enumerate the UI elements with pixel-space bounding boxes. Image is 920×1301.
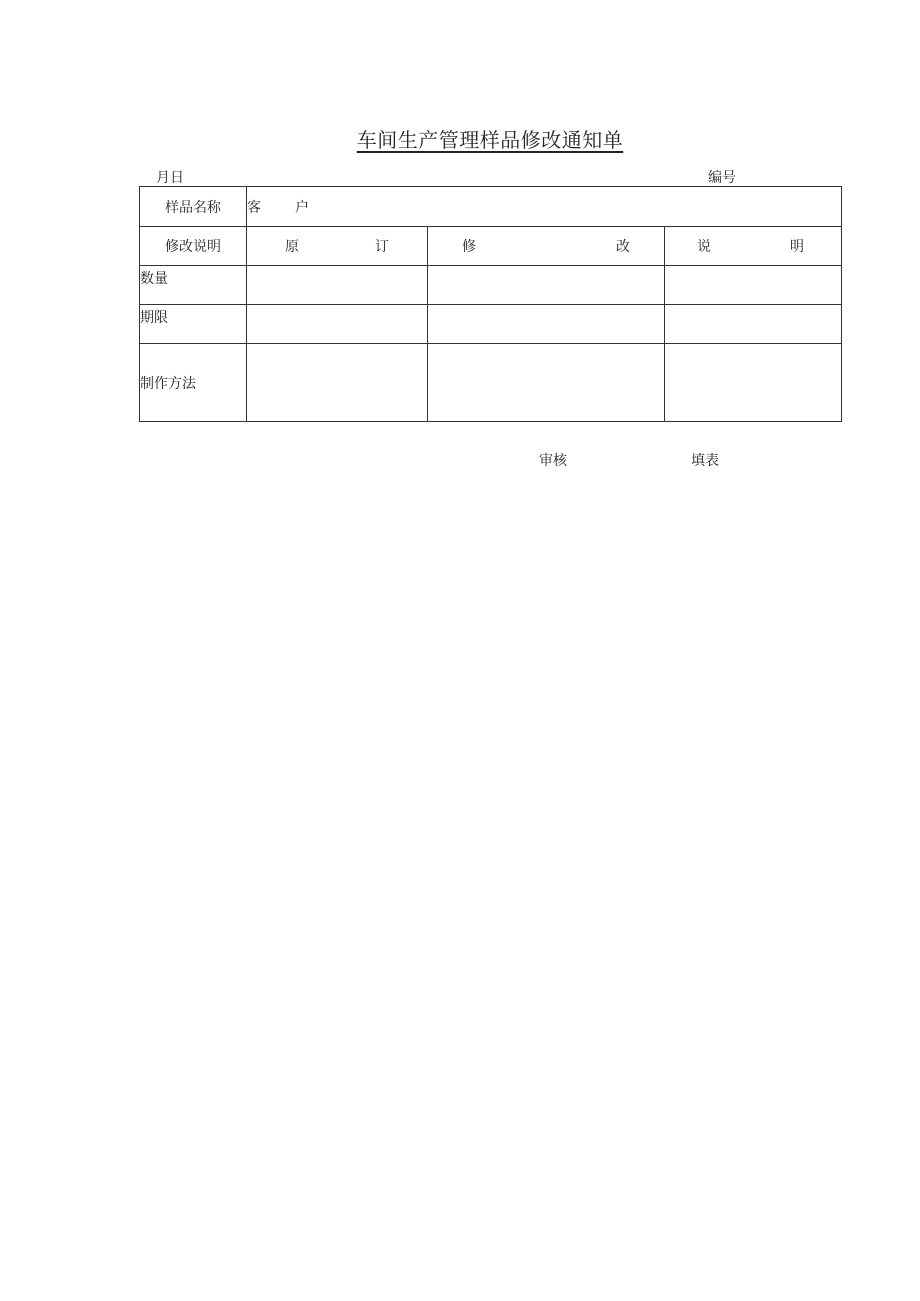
modify-char-2: 改 bbox=[616, 239, 630, 255]
quantity-label: 数量 bbox=[140, 266, 247, 305]
change-desc-label: 修改说明 bbox=[140, 227, 247, 266]
method-label: 制作方法 bbox=[140, 344, 247, 422]
deadline-note-cell[interactable] bbox=[665, 305, 842, 344]
original-header bbox=[247, 227, 428, 266]
table-row bbox=[140, 266, 842, 305]
deadline-original-cell[interactable] bbox=[247, 305, 428, 344]
number-label: 编号 bbox=[708, 170, 736, 186]
method-original-cell[interactable] bbox=[247, 344, 428, 422]
table-row-header bbox=[140, 227, 842, 266]
form-title: 车间生产管理样品修改通知单 bbox=[356, 128, 624, 152]
quantity-modify-cell[interactable] bbox=[428, 266, 665, 305]
customer-label-char-1: 客 bbox=[247, 199, 261, 216]
deadline-label: 期限 bbox=[140, 305, 247, 344]
note-header bbox=[665, 227, 842, 266]
date-label: 月日 bbox=[156, 170, 184, 186]
modify-header bbox=[428, 227, 665, 266]
table-row bbox=[140, 305, 842, 344]
quantity-original-cell[interactable] bbox=[247, 266, 428, 305]
sample-name-label: 样品名称 bbox=[140, 187, 247, 227]
original-char-1: 原 bbox=[285, 239, 299, 255]
customer-label-char-2: 户 bbox=[295, 199, 309, 216]
table-row-sample bbox=[140, 187, 842, 227]
review-label: 审核 bbox=[539, 453, 567, 469]
quantity-note-cell[interactable] bbox=[665, 266, 842, 305]
note-char-2: 明 bbox=[790, 239, 804, 255]
original-char-2: 订 bbox=[375, 239, 389, 255]
note-char-1: 说 bbox=[697, 239, 711, 255]
modify-char-1: 修 bbox=[462, 239, 476, 255]
customer-field[interactable] bbox=[247, 187, 842, 227]
method-note-cell[interactable] bbox=[665, 344, 842, 422]
fill-label: 填表 bbox=[691, 453, 719, 469]
method-modify-cell[interactable] bbox=[428, 344, 665, 422]
table-row bbox=[140, 344, 842, 422]
notice-form-table bbox=[139, 186, 842, 422]
deadline-modify-cell[interactable] bbox=[428, 305, 665, 344]
